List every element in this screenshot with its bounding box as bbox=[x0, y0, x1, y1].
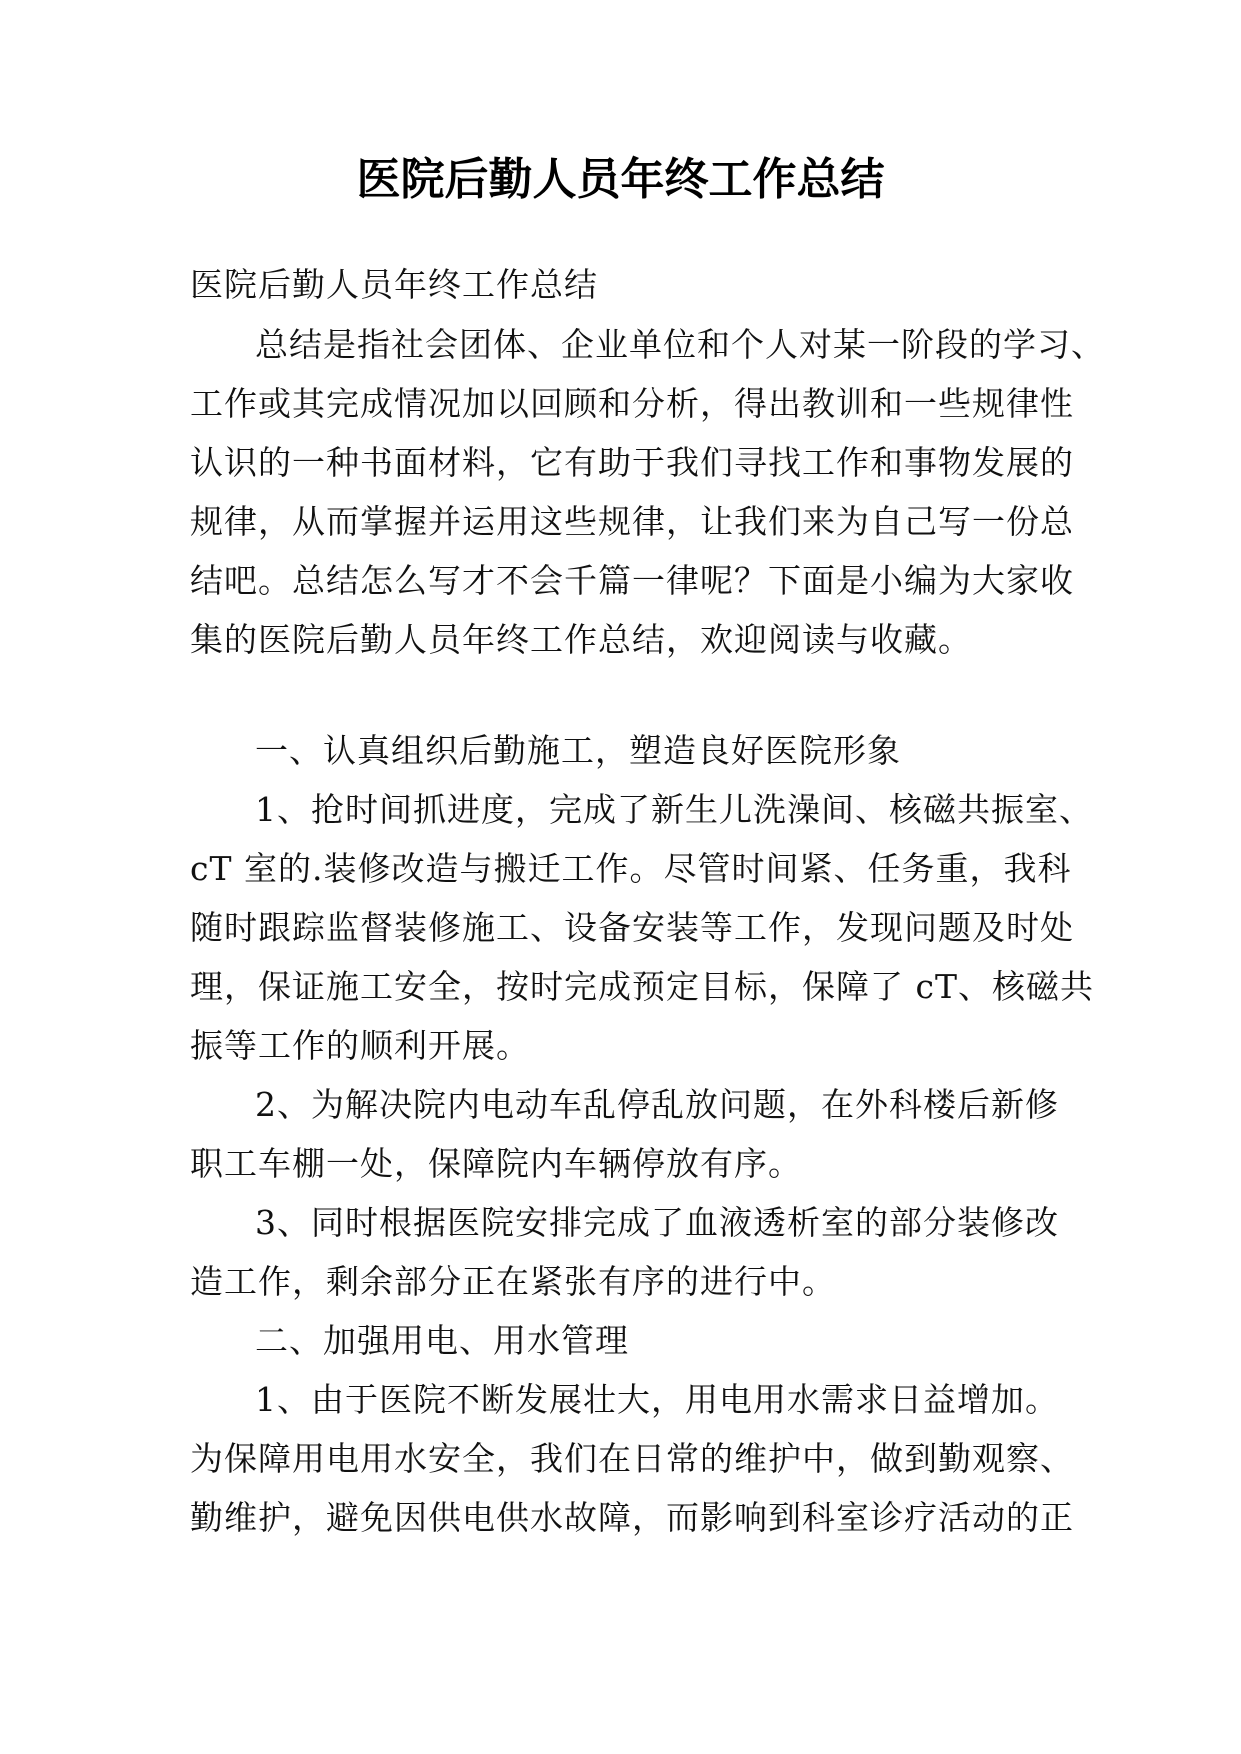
section-heading: 二、加强用电、用水管理 bbox=[255, 1321, 629, 1360]
text-line: 规律，从而掌握并运用这些规律，让我们来为自己写一份总 bbox=[190, 502, 1074, 541]
text-line: 总结是指社会团体、企业单位和个人对某一阶段的学习、 bbox=[255, 325, 1105, 364]
text-line: 1、由于医院不断发展壮大，用电用水需求日益增加。 bbox=[255, 1380, 1059, 1419]
text-line: 随时跟踪监督装修施工、设备安装等工作，发现问题及时处 bbox=[190, 908, 1074, 947]
text-line: 3、同时根据医院安排完成了血液透析室的部分装修改 bbox=[255, 1203, 1059, 1242]
text-line: 1、抢时间抓进度，完成了新生儿洗澡间、核磁共振室、 bbox=[255, 790, 1093, 829]
text-line: 造工作，剩余部分正在紧张有序的进行中。 bbox=[190, 1262, 836, 1301]
text-line: 结吧。总结怎么写才不会千篇一律呢？下面是小编为大家收 bbox=[190, 561, 1074, 600]
text-line: 为保障用电用水安全，我们在日常的维护中，做到勤观察、 bbox=[190, 1439, 1074, 1478]
document-subtitle: 医院后勤人员年终工作总结 bbox=[190, 265, 598, 304]
text-line: 认识的一种书面材料，它有助于我们寻找工作和事物发展的 bbox=[190, 443, 1074, 482]
text-line: 工作或其完成情况加以回顾和分析，得出教训和一些规律性 bbox=[190, 384, 1074, 423]
text-line: 集的医院后勤人员年终工作总结，欢迎阅读与收藏。 bbox=[190, 620, 972, 659]
section-heading: 一、认真组织后勤施工，塑造良好医院形象 bbox=[255, 731, 901, 770]
text-line: 职工车棚一处，保障院内车辆停放有序。 bbox=[190, 1144, 802, 1183]
document-title: 医院后勤人员年终工作总结 bbox=[356, 154, 885, 205]
text-line: 勤维护，避免因供电供水故障，而影响到科室诊疗活动的正 bbox=[190, 1498, 1074, 1537]
text-line: 理，保证施工安全，按时完成预定目标，保障了 cT、核磁共 bbox=[190, 967, 1094, 1006]
text-line: cT 室的.装修改造与搬迁工作。尽管时间紧、任务重，我科 bbox=[190, 849, 1072, 888]
text-line: 振等工作的顺利开展。 bbox=[190, 1026, 530, 1065]
text-line: 2、为解决院内电动车乱停乱放问题，在外科楼后新修 bbox=[255, 1085, 1059, 1124]
